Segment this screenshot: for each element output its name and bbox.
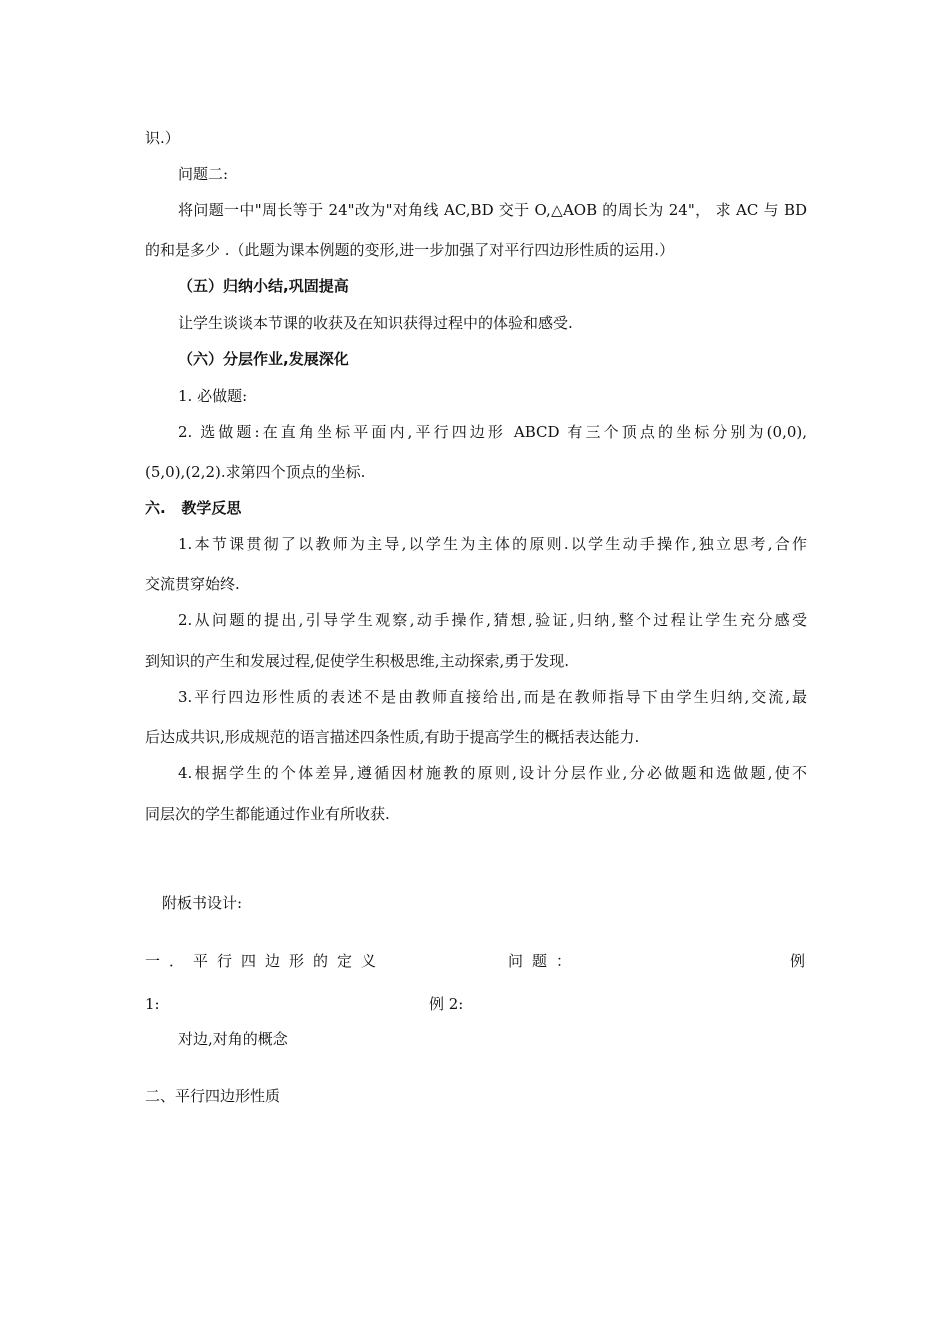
text-line: 交流贯穿始终. (145, 575, 240, 593)
section-heading: （五）归纳小结,巩固提高 (178, 277, 349, 295)
board-design-title: 附板书设计: (162, 894, 243, 912)
text-line: 后达成共识,形成规范的语言描述四条性质,有助于提高学生的概括表达能力. (145, 728, 640, 746)
text-line: 问题二: (178, 165, 229, 183)
text-line: 让学生谈谈本节课的收获及在知识获得过程中的体验和感受. (178, 314, 573, 332)
text-line: 2.从问题的提出,引导学生观察,动手操作,猜想,验证,归纳,整个过程让学生充分感受 (178, 611, 807, 629)
board-row1-mid: 问题： (508, 952, 581, 970)
text-line: 到知识的产生和发展过程,促使学生积极思维,主动探索,勇于发现. (145, 652, 570, 670)
board-row2-mid: 例 2: (429, 995, 464, 1013)
text-line: (5,0),(2,2).求第四个顶点的坐标. (145, 463, 366, 481)
text-line: 1.本节课贯彻了以教师为主导,以学生为主体的原则.以学生动手操作,独立思考,合作 (178, 535, 807, 553)
board-row1-right: 例 (790, 952, 806, 970)
text-line: 同层次的学生都能通过作业有所收获. (145, 805, 390, 823)
section-heading: 六. 教学反思 (145, 499, 242, 517)
board-row3: 对边,对角的概念 (178, 1030, 288, 1048)
board-row4: 二、平行四边形性质 (145, 1087, 281, 1105)
text-line: 1. 必做题: (178, 387, 248, 405)
text-line: 识.） (145, 129, 180, 147)
section-heading: （六）分层作业,发展深化 (178, 350, 349, 368)
text-line: 4.根据学生的个体差异,遵循因材施教的原则,设计分层作业,分必做题和选做题,使不 (178, 764, 807, 782)
text-line: 3.平行四边形性质的表述不是由教师直接给出,而是在教师指导下由学生归纳,交流,最 (178, 688, 807, 706)
text-line: 2. 选做题:在直角坐标平面内,平行四边形 ABCD 有三个顶点的坐标分别为(0,0), (178, 423, 807, 441)
board-row2-left: 1: (145, 995, 160, 1013)
text-line: 将问题一中"周长等于 24"改为"对角线 AC,BD 交于 O,△AOB 的周长为 24"， 求 AC 与 BD (178, 201, 807, 219)
board-row1-left: 一．平行四边形的定义 (145, 952, 386, 970)
text-line: 的和是多少 .（此题为课本例题的变形,进一步加强了对平行四边形性质的运用.） (145, 241, 675, 259)
